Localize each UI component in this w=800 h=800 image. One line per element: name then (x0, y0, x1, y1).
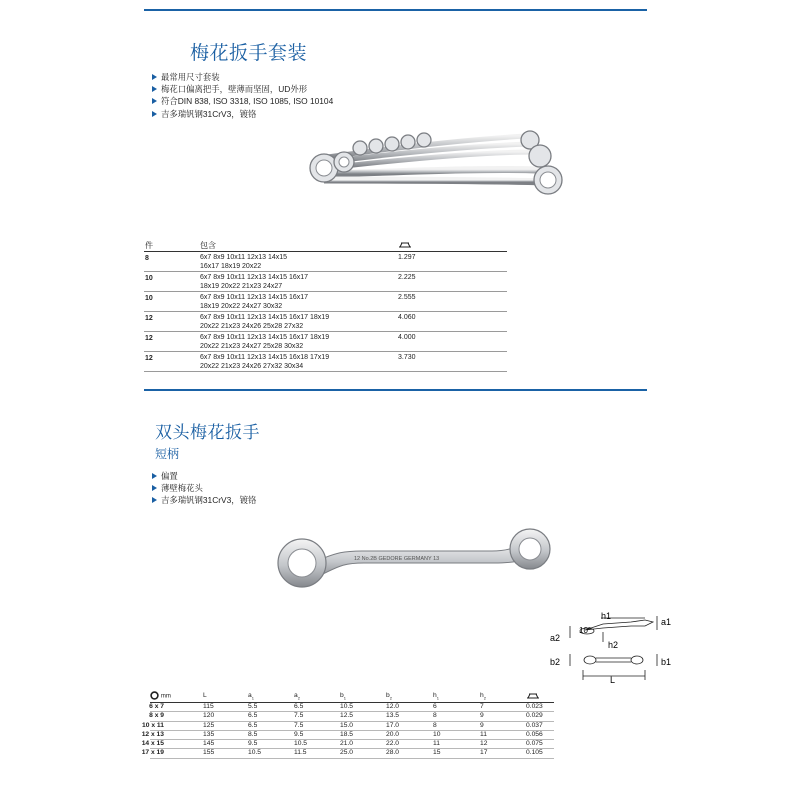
cell-weight: 0.023 (526, 703, 543, 710)
label-h1: h1 (601, 611, 612, 621)
cell-weight: 0.029 (526, 712, 543, 720)
table-row (144, 352, 507, 372)
cell-contents-line1: 6x7 8x9 10x11 12x13 14x15 16x17 18x19 (200, 314, 330, 321)
cell-size: 10 x 11 (142, 721, 164, 729)
cell-contents-line2: 20x22 21x23 24x27 25x28 30x32 (200, 343, 304, 350)
cell-contents-line2: 18x19 20x22 24x27 30x32 (200, 303, 283, 310)
weight-icon (398, 241, 412, 248)
table-row (144, 312, 507, 332)
cell-a1: 6.5 (248, 712, 258, 720)
cell-contents-line1: 6x7 8x9 10x11 12x13 14x15 16x17 (200, 274, 309, 281)
cell-a2: 7.5 (294, 712, 304, 720)
cell-qty: 8 (145, 255, 149, 262)
cell-a2: 7.5 (294, 721, 304, 729)
cell-a1: 6.5 (248, 721, 258, 729)
cell-h2: 17 (480, 749, 488, 757)
cell-qty: 10 (145, 275, 153, 282)
label-a1: a1 (661, 617, 672, 627)
cell-size: 14 x 15 (141, 740, 164, 748)
header-b2: b (386, 692, 390, 699)
section2-bullet: 薄壁梅花头 (150, 482, 256, 494)
cell-a1: 5.5 (248, 703, 258, 710)
ring-wrench-image (272, 527, 554, 589)
cell-contents-line1: 6x7 8x9 10x11 12x13 14x15 16x17 (200, 294, 309, 301)
cell-size: 6 x 7 (149, 703, 164, 710)
cell-h1: 11 (433, 740, 440, 748)
header-contents: 包含 (200, 241, 216, 250)
cell-a2: 11.5 (294, 749, 307, 757)
cell-a1: 8.5 (248, 730, 258, 738)
header-qty: 件 (145, 241, 153, 250)
header-b2-sub: 2 (389, 695, 392, 701)
table-header (144, 240, 507, 252)
cell-weight: 0.056 (526, 730, 543, 738)
cell-contents-line2: 20x22 21x23 24x26 25x28 27x32 (200, 323, 304, 330)
cell-L: 155 (203, 749, 215, 757)
cell-b2: 28.0 (386, 749, 400, 757)
section1-bullet: 梅花口偏离把手，壁薄而坚固，UD外形 (150, 83, 333, 95)
header-b1: b (340, 692, 344, 699)
cell-contents-line1: 6x7 8x9 10x11 12x13 14x15 (200, 254, 288, 261)
header-h2-sub: 2 (483, 695, 486, 701)
label-a2: a2 (550, 633, 561, 643)
cell-h1: 15 (433, 749, 441, 757)
cell-weight: 0.037 (526, 721, 543, 729)
label-h2: h2 (608, 640, 619, 650)
set-contents-table (144, 240, 507, 372)
cell-size: 8 x 9 (149, 712, 164, 720)
cell-b1: 15.0 (340, 721, 354, 729)
header-a1-sub: 1 (251, 695, 254, 701)
header-L: L (203, 692, 207, 699)
cell-contents-line1: 6x7 8x9 10x11 12x13 14x15 16x17 18x19 (200, 334, 330, 341)
section1-bullet: 吉多瑞钒钢31CrV3，镀铬 (150, 108, 333, 120)
table-header (150, 691, 554, 703)
cell-h2: 12 (480, 740, 488, 748)
section1-bullet-list (150, 71, 333, 120)
section2-title: 双头梅花扳手 (155, 423, 260, 442)
cell-qty: 12 (145, 335, 153, 342)
cell-h2: 7 (480, 703, 484, 710)
cell-weight: 1.297 (398, 254, 416, 261)
cell-qty: 12 (145, 355, 153, 362)
cell-b1: 12.5 (340, 712, 354, 720)
cell-L: 120 (203, 712, 215, 720)
cell-b2: 22.0 (386, 740, 400, 748)
table-row (144, 252, 507, 272)
weight-icon (526, 692, 540, 699)
header-b1-sub: 1 (343, 695, 346, 701)
cell-weight: 3.730 (398, 354, 416, 361)
cell-h2: 11 (480, 730, 487, 738)
section1-title: 梅花扳手套装 (190, 43, 308, 64)
cell-size: 12 x 13 (141, 730, 164, 738)
table-row (144, 292, 507, 312)
cell-weight: 4.060 (398, 314, 416, 321)
label-b2: b2 (550, 657, 561, 667)
cell-qty: 12 (145, 315, 153, 322)
header-size-unit: mm (160, 693, 171, 700)
cell-L: 145 (203, 740, 215, 748)
cell-b2: 20.0 (386, 730, 400, 738)
wrench-set-image (298, 122, 566, 202)
cell-L: 125 (203, 721, 215, 729)
section2-bullet: 吉多瑞钒钢31CrV3，镀铬 (150, 494, 256, 506)
cell-size: 17 x 19 (141, 749, 164, 757)
section2-bullet-list (150, 470, 256, 507)
ring-size-icon (150, 691, 159, 700)
wrench-spec-table (141, 691, 554, 759)
cell-L: 115 (203, 703, 214, 710)
cell-a1: 9.5 (248, 740, 258, 748)
cell-b2: 12.0 (386, 703, 400, 710)
header-a2: a (294, 692, 298, 699)
cell-weight: 4.000 (398, 334, 416, 341)
top-divider (144, 9, 647, 11)
section1-bullet: 符合DIN 838, ISO 3318, ISO 1085, ISO 10104 (150, 95, 333, 107)
table-row (141, 740, 554, 749)
cell-contents-line2: 16x17 18x19 20x22 (200, 263, 262, 270)
header-h1: h (433, 692, 437, 699)
cell-b1: 10.5 (340, 703, 354, 710)
cell-b1: 25.0 (340, 749, 354, 757)
cell-a2: 6.5 (294, 703, 304, 710)
cell-contents-line2: 18x19 20x22 21x23 24x27 (200, 283, 283, 290)
cell-h2: 9 (480, 721, 484, 729)
cell-h1: 8 (433, 712, 437, 720)
header-a2-sub: 2 (297, 695, 300, 701)
cell-b2: 13.5 (386, 712, 400, 720)
label-angle: 10° (579, 626, 592, 635)
table-row (141, 730, 554, 740)
cell-weight: 2.555 (398, 294, 416, 301)
cell-a1: 10.5 (248, 749, 262, 757)
table-row (141, 749, 554, 758)
table-row (144, 272, 507, 292)
label-L: L (610, 675, 616, 685)
header-h2: h (480, 692, 484, 699)
section2-bullet: 偏置 (150, 470, 256, 482)
cell-weight: 0.075 (526, 740, 543, 748)
header-h1-sub: 1 (436, 695, 439, 701)
cell-weight: 2.225 (398, 274, 416, 281)
cell-qty: 10 (145, 295, 153, 302)
dimension-diagram (545, 608, 680, 688)
cell-contents-line1: 6x7 8x9 10x11 12x13 14x15 16x18 17x19 (200, 354, 330, 361)
table-row (150, 703, 554, 712)
section-divider (144, 389, 647, 391)
wrench-marking: 12 No.2B GEDORE GERMANY 13 (354, 556, 440, 562)
cell-h1: 8 (433, 721, 437, 729)
section1-bullet: 最常用尺寸套装 (150, 71, 333, 83)
cell-b1: 18.5 (340, 730, 354, 738)
cell-h1: 10 (433, 730, 441, 738)
section2-subtitle: 短柄 (155, 447, 180, 461)
cell-b1: 21.0 (340, 740, 354, 748)
table-row (144, 332, 507, 352)
cell-weight: 0.105 (526, 749, 543, 757)
table-row (142, 721, 554, 731)
cell-h1: 6 (433, 703, 437, 710)
cell-a2: 9.5 (294, 730, 304, 738)
cell-a2: 10.5 (294, 740, 308, 748)
label-b1: b1 (661, 657, 672, 667)
table-row (150, 712, 554, 721)
header-a1: a (248, 692, 252, 699)
cell-contents-line2: 20x22 21x23 24x26 27x32 30x34 (200, 363, 304, 370)
cell-L: 135 (203, 730, 215, 738)
cell-b2: 17.0 (386, 721, 400, 729)
cell-h2: 9 (480, 712, 484, 720)
